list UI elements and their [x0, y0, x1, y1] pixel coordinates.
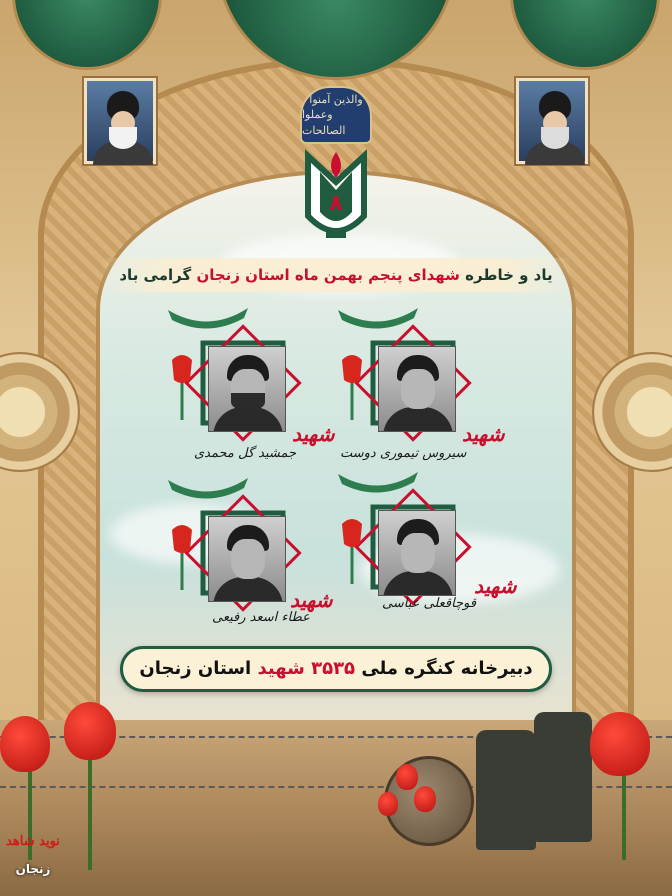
banner-part-1: دبیرخانه کنگره ملی [355, 658, 533, 679]
calligraphy-line-2: وعملوا الصالحات [302, 108, 346, 137]
tulip-icon [162, 350, 202, 420]
calligraphy-line-1: والذین آمنوا [309, 92, 363, 106]
martyr-name-3: قوچاقعلی عباسی [382, 596, 477, 611]
tulip-icon [332, 514, 372, 584]
martyr-label-4: شهید [290, 588, 333, 612]
tulip-flower [590, 712, 650, 776]
martyr-label-1: شهید [462, 422, 505, 446]
martyr-label-3: شهید [474, 574, 517, 598]
green-ribbon [338, 468, 418, 494]
tulip-flower [378, 792, 398, 816]
green-ribbon [168, 304, 248, 330]
green-ribbon [168, 474, 248, 500]
calligraphy-plaque [300, 86, 372, 144]
leader-portrait-right [516, 78, 588, 164]
tulip-flower [414, 786, 436, 812]
martyr-photo [208, 346, 286, 432]
banner-highlight: ۳۵۳۵ شهید [257, 658, 356, 679]
tulip-flower [64, 702, 116, 760]
tulip-flower [396, 764, 418, 790]
green-ribbon [338, 304, 418, 330]
corner-logo-city: زنجان [15, 862, 51, 876]
corner-logo-mark: نوید شاهد [6, 834, 60, 849]
headline-part-2: گرامی باد [119, 266, 197, 284]
boot-right [534, 712, 592, 842]
martyr-photo [378, 510, 456, 596]
tulip-flower [0, 716, 50, 772]
martyr-label-2: شهید [292, 422, 335, 446]
left-dome-ornament [12, 0, 162, 70]
banner-part-2: استان زنجان [139, 658, 258, 679]
boot-left [476, 730, 536, 850]
tulip-icon [162, 520, 202, 590]
headline [100, 258, 572, 292]
martyr-photo [378, 346, 456, 432]
headline-highlight: شهدای پنجم بهمن ماه استان زنجان [196, 266, 460, 284]
martyr-name-1: سیروس تیموری دوست [340, 446, 467, 461]
martyr-name-2: جمشید گل محمدی [194, 446, 297, 461]
logo-number: ۸ [329, 191, 343, 216]
right-dome-ornament [510, 0, 660, 70]
congress-logo [296, 146, 376, 250]
headline-part-1: یاد و خاطره [459, 266, 553, 284]
tulip-icon [332, 350, 372, 420]
martyr-name-4: عطاء اسعد رفیعی [212, 610, 310, 625]
martyr-photo [208, 516, 286, 602]
congress-banner [120, 646, 552, 692]
leader-portrait-left [84, 78, 156, 164]
navid-shahed-logo [4, 822, 62, 892]
